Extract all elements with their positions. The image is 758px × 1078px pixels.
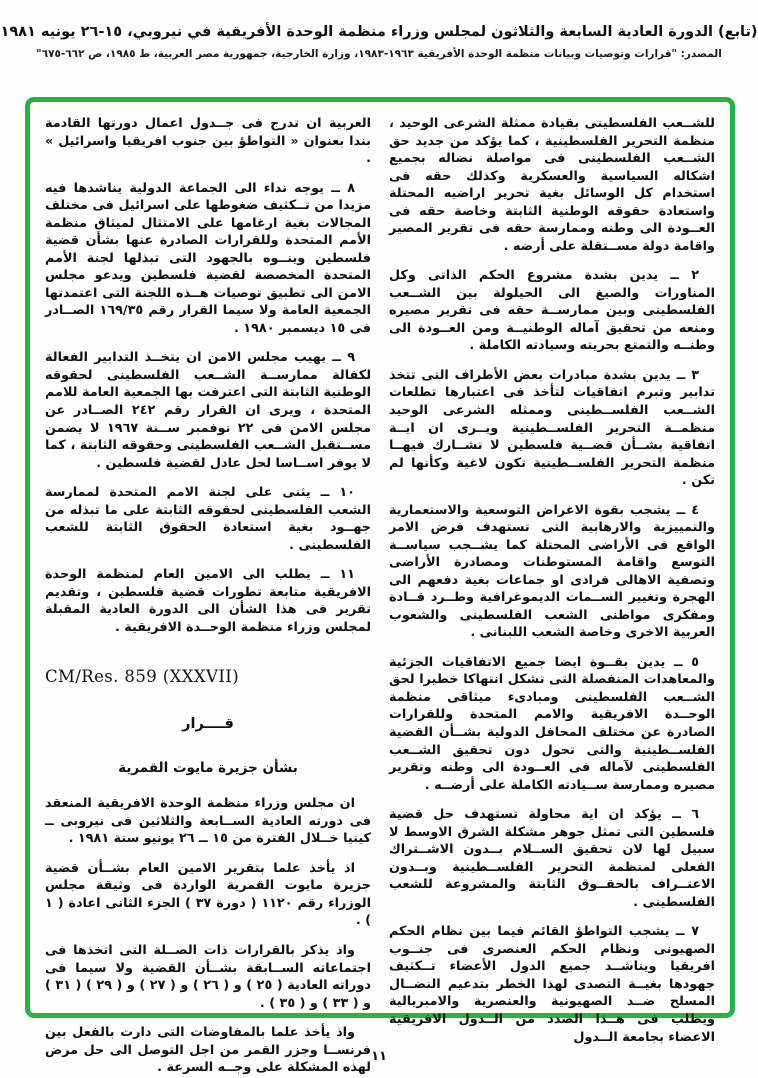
content-border-box bbox=[25, 97, 735, 1076]
right-column bbox=[389, 115, 715, 1045]
page-number: ١١ bbox=[371, 1049, 387, 1064]
two-column-layout bbox=[30, 102, 730, 1076]
left-column bbox=[45, 115, 371, 1076]
paragraph-item-4: ٤ ــ يشجب بقوة الاغراض التوسعية والاستعمارية والتمييزية والارهابية التى تستهدف فرض الامر الواقع فى الأراضى المحتلة كما يشــجب سياســة التوسع واقامة المستوطنات ومصادرة الأراضى وتصفية الاهالى فرادى او جماعات بغية دفعهم الى الهجرة وتغيير الســمات الديموغرافية وطــرد قــادة ومفكرى مواطنى الشعب الفلسطينى والشعوب العربية الاخرى وخاصة الشعب اللبنانى . bbox=[389, 502, 715, 641]
resolution-preamble-4: واذ يأخذ علما بالمفاوضات التى دارت بالفعل بين فرنســا وجزر القمر من اجل التوصل الى حل مرض لهذه المشكلة على وجــه السرعة . bbox=[45, 1025, 371, 1076]
paragraph-item-6: ٦ ــ يؤكد ان اية محاولة تستهدف حل قضية فلسطين التى تمثل جوهر مشكلة الشرق الاوسط لا سبيل لها لان تحقيق الســلام بــدون الاشــتراك الفعلى لمنظمة التحرير الفلســطينية وبــدون الاعتــراف بالحقــوق الثابتة والمشروعة للشعب الفلسطينى . bbox=[389, 807, 715, 910]
paragraph-item-11: ١١ ــ يطلب الى الامين العام لمنظمة الوحدة الافريقية متابعة تطورات قضية فلسطين ، وتقديم تقرير فى هذا الشأن الى الدورة العادية المقبلة لمجلس وزراء منظمة الوحــدة الافريقية . bbox=[45, 567, 371, 635]
paragraph-item-7: ٧ ــ يشجب التواطؤ القائم فيما بين نظام الحكم الصهيونى ونظام الحكم العنصرى فى جنــوب افريقيا ويناشــد جميع الدول الأعضاء تــكثيف جهودها بغيــة التصدى لهذا الخطر بتدعيم النضــال المسلح ضــد الصهيونية والعنصرية والامبريالية ويطلب فى هــذا الصدد من الــدول الافريقية الاعضاء بجامعة الــدول bbox=[389, 924, 715, 1045]
resolution-heading: قــــرار bbox=[182, 715, 234, 732]
resolution-subtitle: بشأن جزيرة مايوت القمرية bbox=[118, 759, 298, 776]
resolution-preamble-1: ان مجلس وزراء منظمة الوحدة الافريقية المنعقد فى دورته العادية الســابعة والثلاثين فى نيروبى ــ كينيا خــلال الفترة من ١٥ ــ ٢٦ يونيو سنة ١٩٨١ . bbox=[45, 796, 371, 847]
resolution-preamble-2: اذ يأخذ علما بتقرير الامين العام بشــأن قضية جزيرة مايوت القمرية الواردة فى وثيقة مجلس الوزراء رقم ١١٢٠ ( دورة ٣٧ ) الجزء الثانى اعادة ( ١ ) . bbox=[45, 860, 371, 929]
paragraph-item-5: ٥ ــ يدين بقــوة ايضا جميع الاتفاقيات الجزئية والمعاهدات المنفصلة التى تشكل انتهاكا خطيرا لحق الشــعب الفلسطينى ومبادىء ميثاقى منظمة الوحــدة الافريقية والامم المتحدة وللقرارات الصادرة عن مختلف المحافل الدولية بشــأن القضية الفلســطينية والتى تحول دون تحقيق الشــعب الفلسطينى لآماله فى العــودة الى وطنه وتقرير مصيره وممارسة ســيادته الكاملة على أرضــه . bbox=[389, 654, 715, 793]
paragraph-item-10: ١٠ ــ يثنى على لجنة الامم المتحدة لممارسة الشعب الفلسطينى لحقوقه الثابتة على ما تبذله من جهــود بغية استعادة الحقوق الثابتة للشعب الفلسطينى . bbox=[45, 485, 371, 553]
resolution-preamble-3: واذ يذكر بالقرارات ذات الصــلة التى اتخذها فى اجتماعاته الســابقة بشــأن القضية ولا سيما فى دوراته العادية ( ٢٥ ) و ( ٢٦ ) و ( ٢٧ ) و ( ٢٩ ) ( ٣١ ) و ( ٣٣ ) و ( ٣٥ ) . bbox=[45, 943, 371, 1011]
resolution-code: CM/Res. 859 (XXXVII) bbox=[45, 667, 240, 687]
paragraph-item-8: ٨ ــ يوجه نداء الى الجماعة الدولية يناشدها فيه مزيدا من تــكثيف ضغوطها على اسرائيل فى مختلف المجالات بغية ارغامها على الامتثال لميثاق منظمة الأمم المتحدة وللقرارات الصادرة عنها بشأن قضية فلسطين وينــوه بالجهود التى تبذلها لجنة الأمم المتحدة المخصصة لقضية فلسطين ويدعو مجلس الامن الى تطبيق توصيات هــذه اللجنة التى اعتمدتها الجمعية العامة ولا سيما القرار رقم ١٦٩/٣٥ الصــادر فى ١٥ ديسمبر ١٩٨٠ . bbox=[45, 180, 371, 336]
session-title: (تابع) الدورة العادية السابعة والثلاثون لمجلس وزراء منظمة الوحدة الأفريقية في نيروبي، ١٥-٢٦ يونيه ١٩٨١ bbox=[0, 24, 758, 40]
paragraph-continuation: العربية ان تدرج فى جــدول اعمال دورتها القادمة بندا بعنوان « التواطؤ بين جنوب افريقيا واسرائيل » . bbox=[45, 116, 371, 167]
paragraph-item-2: ٢ ــ يدين بشدة مشروع الحكم الذاتى وكل المناورات والصيغ الى الحيلولة بين الشــعب الفلسطينى وبين ممارســة حقه فى تقرير مصيره ومنعه من تحقيق آماله الوطنيــة ومن العــودة الى وطنــه والتمتع بحريته وسيادته الكاملة . bbox=[389, 268, 715, 354]
paragraph-item-1: للشــعب الفلسطينى بقيادة ممثلة الشرعى الوحيد ، منظمة التحرير الفلسطينية ، كما يؤكد من جديد حق الشــعب الفلسطينى فى مواصلة نضاله بجميع اشكاله السياسية والعسكرية وكذلك حقه فى استخدام كل الوسائل بغية تحرير اراضيه المحتلة واستعادة حقوقه الوطنية الثابتة وخاصة حقه فى العــودة الى وطنه وممارسة حقه فى تقرير المصير واقامة دولة مســتقلة على أرضه . bbox=[389, 116, 715, 254]
source-citation: المصدر: "قرارات وتوصيات وبيانات منظمة الوحدة الأفريقية ١٩٦٣-١٩٨٣، وزارة الخارجية، جمهورية مصر العربية، ط ١٩٨٥، ص ٦٦٢-٦٧٥" bbox=[36, 48, 722, 61]
paragraph-item-3: ٣ ــ يدين بشدة مبادرات بعض الأطراف التى تتخذ تدابير وتبرم اتفاقيات لتأخذ فى اعتبارها تطلعات الشــعب الفلســطينى وممثله الشرعى الوحيد منظمــة التحرير الفلســطينية ويــرى ان ايــة اتفاقية بشــأن قضــية فلسطين لا تشــارك فيهــا منظمة التحرير الفلســطينية تكون لاغية وكأنها لم تكن . bbox=[389, 367, 715, 489]
paragraph-item-9: ٩ ــ يهيب مجلس الامن ان يتخــذ التدابير الفعالة لكفالة ممارســة الشــعب الفلسطينى لحقوقه الوطنية الثابتة التى اعترفت بها الجمعية العامة للامم المتحدة ، ويرى ان القرار رقم ٢٤٢ الصــادر عن مجلس الامن فى ٢٢ نوفمبر ســنة ١٩٦٧ لا يضمن مســتقبل الشــعب الفلسطينى وحقوقه الثابتة ، كما لا يوفر اســاسا لحل عادل لقضية فلسطين . bbox=[45, 350, 371, 471]
page-header bbox=[0, 22, 758, 60]
